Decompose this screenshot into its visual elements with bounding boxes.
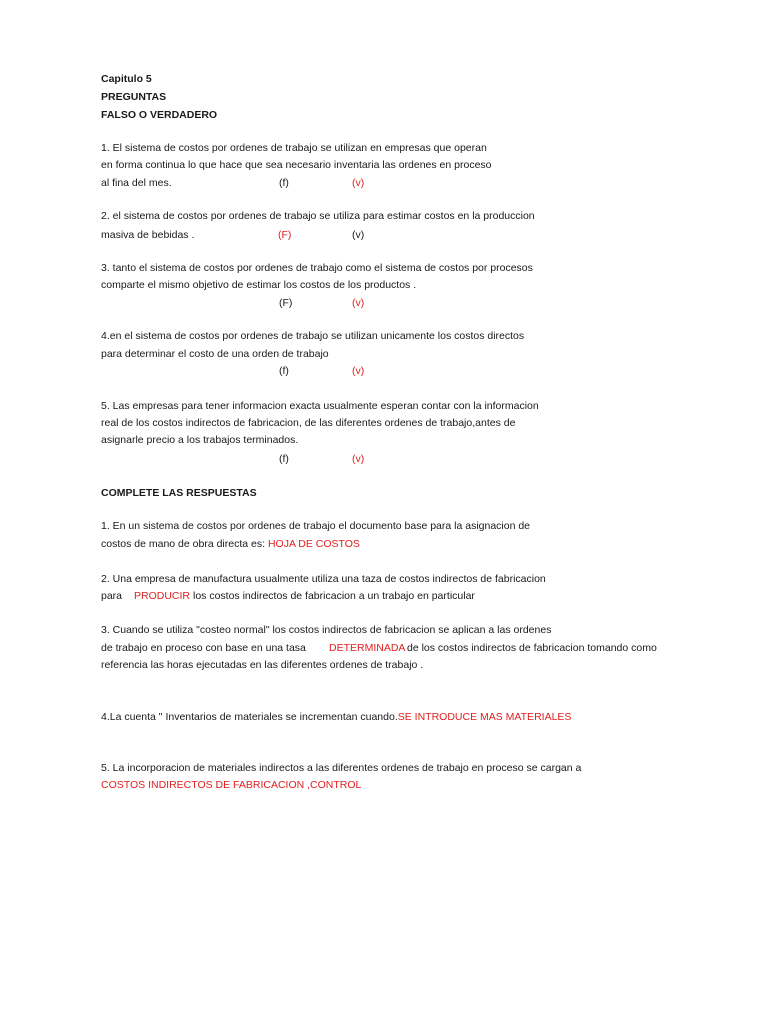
- question-line: 2. el sistema de costos por ordenes de trabajo se utiliza para estimar costos en la produccion: [101, 210, 535, 222]
- answer-text: PRODUCIR: [134, 590, 191, 602]
- option-false: (f): [279, 177, 289, 189]
- option-false: (f): [279, 453, 289, 465]
- answer-text: SE INTRODUCE MAS MATERIALES: [397, 711, 572, 723]
- option-false: (F): [279, 297, 293, 309]
- question-line: 4.en el sistema de costos por ordenes de trabajo se utilizan unicamente los costos directos: [101, 330, 525, 342]
- question-text: de trabajo en proceso con base en una tasa: [101, 642, 306, 654]
- question-line: referencia las horas ejecutadas en las diferentes ordenes de trabajo .: [101, 659, 424, 671]
- option-true: (v): [352, 297, 365, 309]
- question-line: [101, 640, 657, 656]
- question-line: [101, 588, 548, 604]
- question-text: costos de mano de obra directa es:: [101, 538, 266, 550]
- option-true: (v): [352, 229, 365, 241]
- question-line: en forma continua lo que hace que sea necesario inventaria las ordenes en proceso: [101, 159, 492, 171]
- question-line: 1. En un sistema de costos por ordenes de trabajo el documento base para la asignacion de: [101, 520, 531, 532]
- question-line: asignarle precio a los trabajos terminados.: [101, 434, 299, 446]
- question-line: real de los costos indirectos de fabricacion, de las diferentes ordenes de trabajo,antes de: [101, 417, 516, 429]
- question-line: 3. tanto el sistema de costos por ordenes de trabajo como el sistema de costos por procesos: [101, 262, 533, 274]
- question-line: [101, 536, 360, 552]
- question-line: [101, 709, 571, 725]
- answer-text: DETERMINADA: [329, 642, 406, 654]
- question-text: de los costos indirectos de fabricacion tomando como: [407, 642, 657, 654]
- question-line: masiva de bebidas .: [101, 229, 195, 241]
- question-line: comparte el mismo objetivo de estimar los costos de los productos .: [101, 279, 417, 291]
- chapter-heading: Capitulo 5: [101, 73, 152, 85]
- option-true: (v): [352, 453, 365, 465]
- question-line: 1. El sistema de costos por ordenes de trabajo se utilizan en empresas que operan: [101, 142, 487, 154]
- complete-heading: COMPLETE LAS RESPUESTAS: [101, 487, 257, 499]
- question-line: 3. Cuando se utiliza "costeo normal" los costos indirectos de fabricacion se aplican a las ordenes: [101, 624, 552, 636]
- question-line: 5. La incorporacion de materiales indirectos a las diferentes ordenes de trabajo en proceso se cargan a: [101, 762, 582, 774]
- option-true: (v): [352, 177, 365, 189]
- answer-text: COSTOS INDIRECTOS DE FABRICACION ,CONTROL: [101, 779, 362, 791]
- question-text: los costos indirectos de fabricacion a un trabajo en particular: [193, 590, 475, 602]
- question-line: 5. Las empresas para tener informacion exacta usualmente esperan contar con la informacion: [101, 400, 539, 412]
- question-line: 2. Una empresa de manufactura usualmente utiliza una taza de costos indirectos de fabricacion: [101, 573, 546, 585]
- question-text: para: [101, 590, 123, 602]
- option-false: (F): [278, 229, 292, 241]
- spreadsheet-page: [101, 71, 657, 831]
- question-line: para determinar el costo de una orden de trabajo: [101, 348, 329, 360]
- true-false-heading: FALSO O VERDADERO: [101, 109, 218, 121]
- option-false: (f): [279, 365, 289, 377]
- question-line: al fina del mes.: [101, 177, 172, 189]
- answer-text: HOJA DE COSTOS: [267, 538, 360, 550]
- option-true: (v): [352, 365, 365, 377]
- questions-heading: PREGUNTAS: [101, 91, 167, 103]
- question-text: 4.La cuenta " Inventarios de materiales se incrementan cuando.: [101, 711, 398, 723]
